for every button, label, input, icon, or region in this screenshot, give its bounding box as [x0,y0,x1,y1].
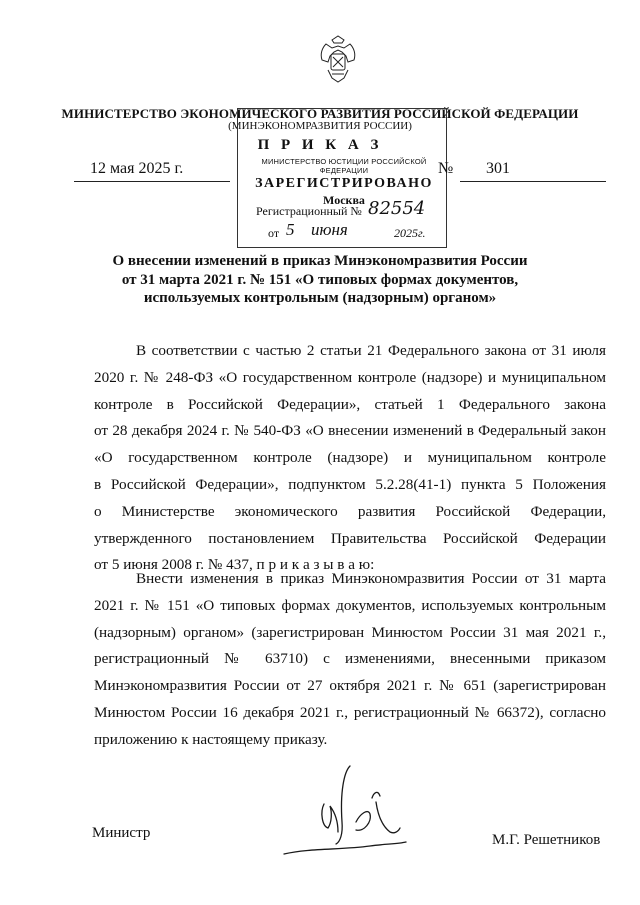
date-underline [74,181,230,182]
title-line: от 31 марта 2021 г. № 151 «О типовых формах документов, [121,271,519,288]
stamp-registered: ЗАРЕГИСТРИРОВАНО [255,176,433,191]
ministry-name: МИНИСТЕРСТВО ЭКОНОМИЧЕСКОГО РАЗВИТИЯ РОССИЙСКОЙ ФЕДЕРАЦИИ [61,106,579,121]
text-line: регистрационный № 63710) с изменениями, внесенными приказом [94,650,606,668]
text-line: «О государственном контроле (надзоре) и муниципальном контроле [94,449,606,467]
text-line: от 5 июня 2008 г. № 437, п р и к а з ы в а ю: [94,556,375,574]
text-line: о Министерстве экономического развития Российской Федерации, [94,502,606,520]
signer-position: Министр [92,825,151,841]
text-line: в Российской Федерации», подпунктом 5.2.28(41-1) пункта 5 Положения [94,475,606,493]
text-line: Внести изменения в приказ Минэкономразвития России от 31 марта [136,570,606,587]
stamp-city: Москва [323,193,365,207]
order-date: 12 мая 2025 г. [90,160,184,177]
stamp-month: июня [311,220,348,239]
stamp-from-label: от [268,226,280,240]
text-line: 2020 г. № 248-ФЗ «О государственном контроле (надзоре) и муниципальном [94,368,606,386]
ministry-short-name: (МИНЭКОНОМРАЗВИТИЯ РОССИИ) [228,120,412,132]
title-line: используемых контрольным (надзорным) органом» [143,290,497,306]
stamp-reg-number: 82554 [368,198,426,219]
text-line: 2021 г. № 151 «О типовых формах документов, используемых контрольным [94,596,606,614]
text-line: (надзорным) органом» (зарегистрирован Минюстом России 31 мая 2021 г., [94,623,606,641]
text-line: Минэкономразвития России от 27 октября 2021 г. № 651 (зарегистрирован [94,677,606,695]
signature-icon [280,762,410,862]
order-number: 301 [486,160,510,177]
number-sign: № [438,160,454,177]
stamp-ministry: МИНИСТЕРСТВО ЮСТИЦИИ РОССИЙСКОЙ ФЕДЕРАЦИИ [261,157,427,175]
text-line: Минюстом России 16 декабря 2021 г., регистрационный № 66372), согласно [94,703,606,721]
text-line: приложению к настоящему приказу. [94,730,328,748]
text-line: контроле в Российской Федерации», статьей 1 Федерального закона [94,395,606,413]
signer-name: М.Г. Решетников [492,832,601,848]
stamp-year: 2025г. [394,226,426,240]
text-line: от 28 декабря 2024 г. № 540-ФЗ «О внесении изменений в Федеральный закон [94,422,606,440]
paragraph-preamble [94,338,606,579]
order-title [80,252,560,308]
stamp-day: 5 [286,220,295,239]
document-type: П Р И К А З [257,137,383,153]
paragraph-order [94,566,606,754]
stamp-reg-label: Регистрационный № [256,204,362,218]
text-line: В соответствии с частью 2 статьи 21 Федерального закона от 31 июля [136,342,606,359]
text-line: утвержденного постановлением Правительства Российской Федерации [94,529,606,547]
coat-of-arms-icon [316,34,360,86]
title-line: О внесении изменений в приказ Минэкономразвития России [112,253,528,269]
number-underline [460,181,606,182]
